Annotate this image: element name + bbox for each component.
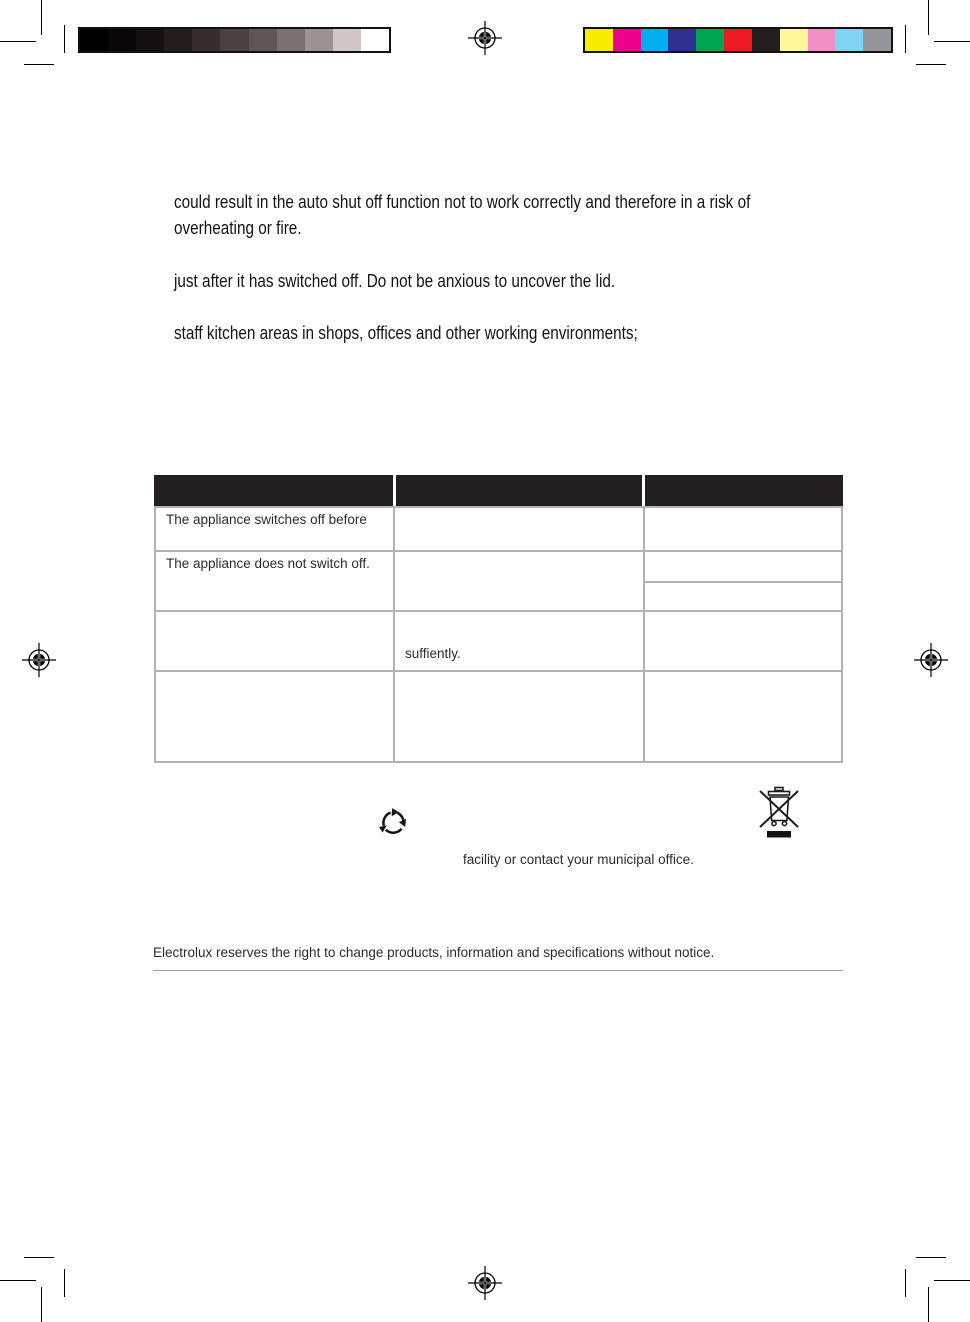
calibration-swatch <box>305 29 333 51</box>
calibration-swatch <box>249 29 277 51</box>
warning-paragraph <box>174 268 615 294</box>
weee-crossed-bin-icon <box>756 786 802 838</box>
calibration-swatch <box>192 29 220 51</box>
table-header-cell <box>645 475 843 506</box>
calibration-swatch <box>780 29 808 51</box>
calibration-swatch <box>277 29 305 51</box>
grayscale-calibration-bar <box>78 27 391 53</box>
calibration-swatch <box>863 29 891 51</box>
calibration-swatch <box>808 29 836 51</box>
calibration-swatch <box>333 29 361 51</box>
calibration-swatch <box>361 29 389 51</box>
calibration-swatch <box>668 29 696 51</box>
warning-paragraph <box>174 320 638 346</box>
warning-line: overheating or fire. <box>174 218 302 238</box>
table-cell-problem-2: The appliance does not switch off. <box>166 556 370 571</box>
calibration-swatch <box>641 29 669 51</box>
footer-note: Electrolux reserves the right to change products, information and specifications without notice. <box>153 945 715 960</box>
calibration-swatch <box>724 29 752 51</box>
calibration-swatch <box>613 29 641 51</box>
warning-paragraph <box>174 189 750 241</box>
table-cell-problem-1: The appliance switches off before <box>166 512 367 527</box>
warning-line: just after it has switched off. Do not be anxious to uncover the lid. <box>174 271 616 291</box>
calibration-swatch <box>80 29 108 51</box>
color-calibration-bar <box>583 27 893 53</box>
table-header-cell <box>154 475 393 506</box>
registration-mark-icon <box>467 1265 503 1301</box>
calibration-swatch <box>108 29 136 51</box>
calibration-swatch <box>835 29 863 51</box>
calibration-swatch <box>136 29 164 51</box>
warning-line: staff kitchen areas in shops, offices and other working environments; <box>174 323 638 343</box>
footer-divider <box>153 970 843 971</box>
calibration-swatch <box>752 29 780 51</box>
registration-mark-icon <box>21 642 57 678</box>
calibration-swatch <box>696 29 724 51</box>
calibration-swatch <box>164 29 192 51</box>
table-header-cell <box>396 475 642 506</box>
recycling-arrows-icon <box>375 805 411 841</box>
calibration-swatch <box>585 29 613 51</box>
registration-mark-icon <box>467 20 503 56</box>
registration-mark-icon <box>913 642 949 678</box>
table-cell-cause-3: suffiently. <box>405 646 461 661</box>
troubleshooting-table <box>154 475 843 763</box>
recycling-note: facility or contact your municipal office. <box>463 852 694 867</box>
calibration-swatch <box>220 29 248 51</box>
warning-line: could result in the auto shut off function not to work correctly and therefore in a risk of <box>174 192 751 212</box>
